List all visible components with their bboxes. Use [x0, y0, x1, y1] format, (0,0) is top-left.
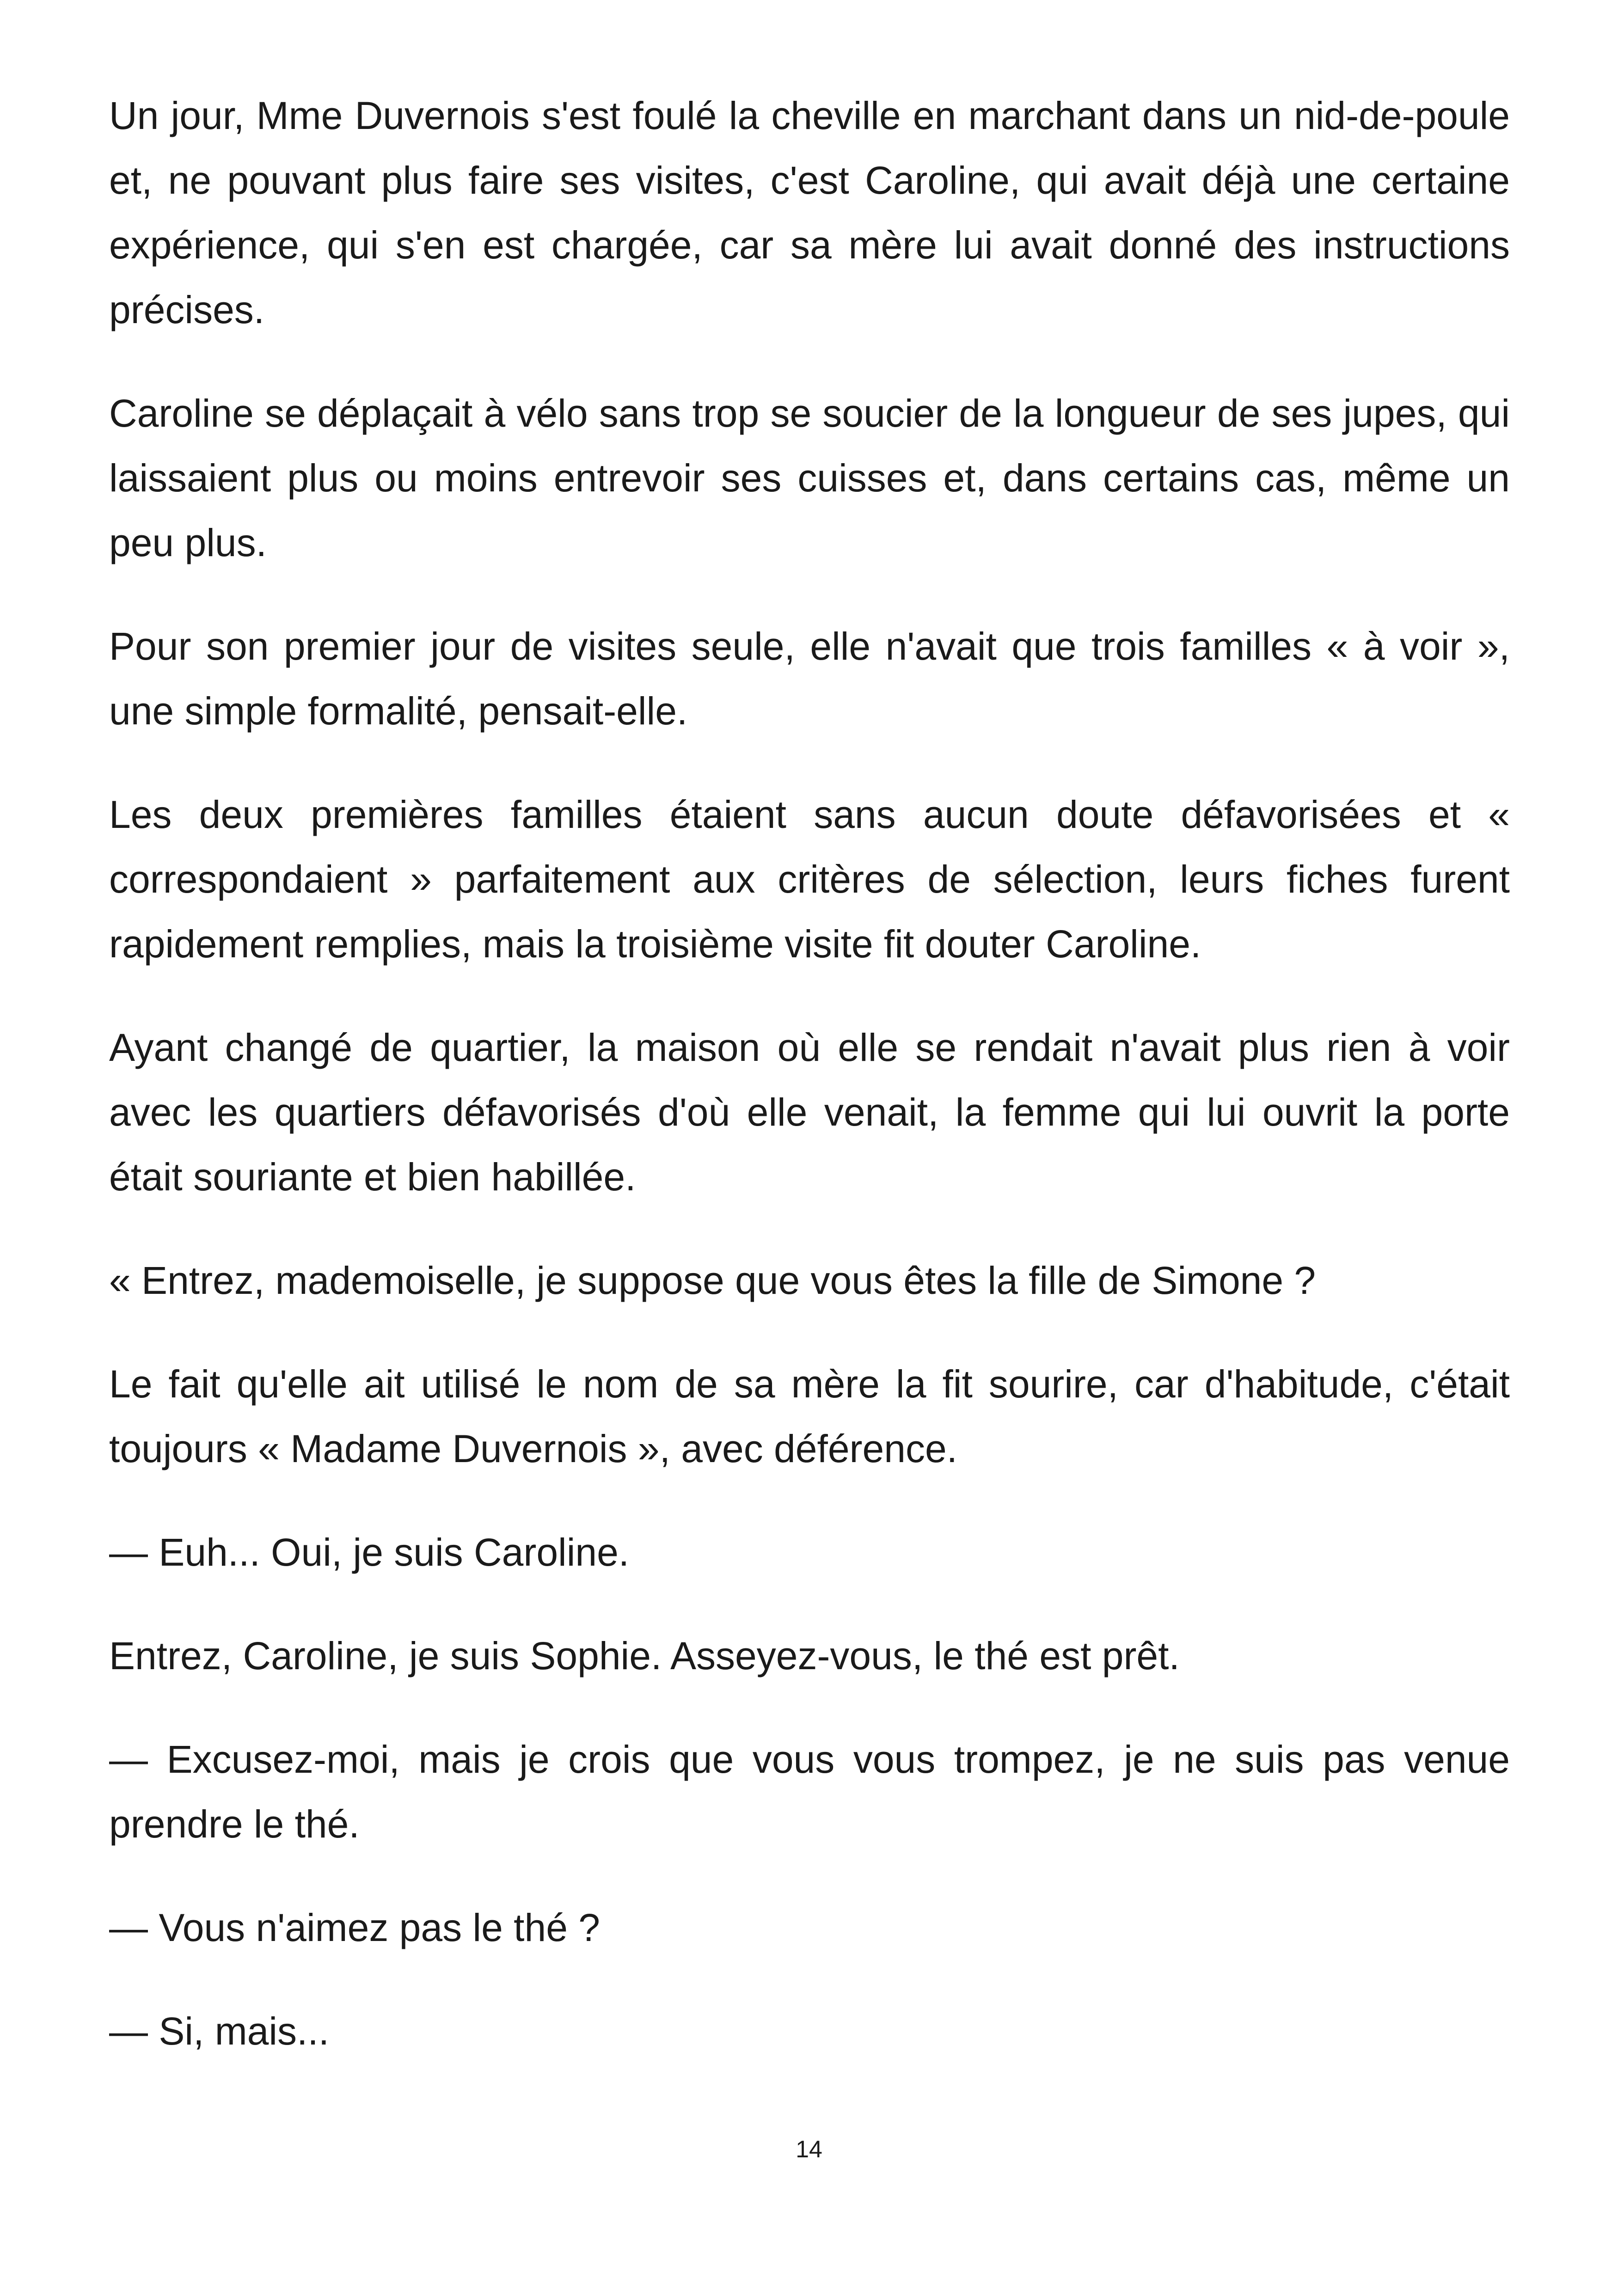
paragraph: — Excusez-moi, mais je crois que vous vous trompez, je ne suis pas venue prendre le thé. [109, 1738, 1510, 1846]
paragraph: « Entrez, mademoiselle, je suppose que vous êtes la fille de Simone ? [109, 1259, 1316, 1302]
paragraph: Entrez, Caroline, je suis Sophie. Asseyez-vous, le thé est prêt. [109, 1634, 1180, 1678]
paragraph: Un jour, Mme Duvernois s'est foulé la cheville en marchant dans un nid-de-poule et, ne pouvant plus faire ses visites, c'est Caroline, qui avait déjà une certaine expérience, qui s'en est chargée, car sa mère lui avait donné des instructions précises. [109, 94, 1510, 331]
page-number: 14 [796, 2136, 822, 2163]
paragraph: Pour son premier jour de visites seule, elle n'avait que trois familles « à voir », une simple formalité, pensait-elle. [109, 625, 1510, 733]
paragraph: Caroline se déplaçait à vélo sans trop se soucier de la longueur de ses jupes, qui laissaient plus ou moins entrevoir ses cuisses et, dans certains cas, même un peu plus. [109, 392, 1510, 564]
paragraph: — Vous n'aimez pas le thé ? [109, 1906, 600, 1949]
paragraph: Le fait qu'elle ait utilisé le nom de sa mère la fit sourire, car d'habitude, c'était toujours « Madame Duvernois », avec déférence. [109, 1362, 1510, 1470]
paragraph: Les deux premières familles étaient sans aucun doute défavorisées et « correspondaient » parfaitement aux critères de sélection, leurs fiches furent rapidement remplies, mais la troisième visite fit douter Caroline. [109, 793, 1510, 966]
paragraph: — Si, mais... [109, 2009, 330, 2053]
paragraph: — Euh... Oui, je suis Caroline. [109, 1531, 630, 1574]
body-text [109, 83, 1510, 2102]
paragraph: Ayant changé de quartier, la maison où elle se rendait n'avait plus rien à voir avec les quartiers défavorisés d'où elle venait, la femme qui lui ouvrit la porte était souriante et bien habillée. [109, 1026, 1510, 1199]
